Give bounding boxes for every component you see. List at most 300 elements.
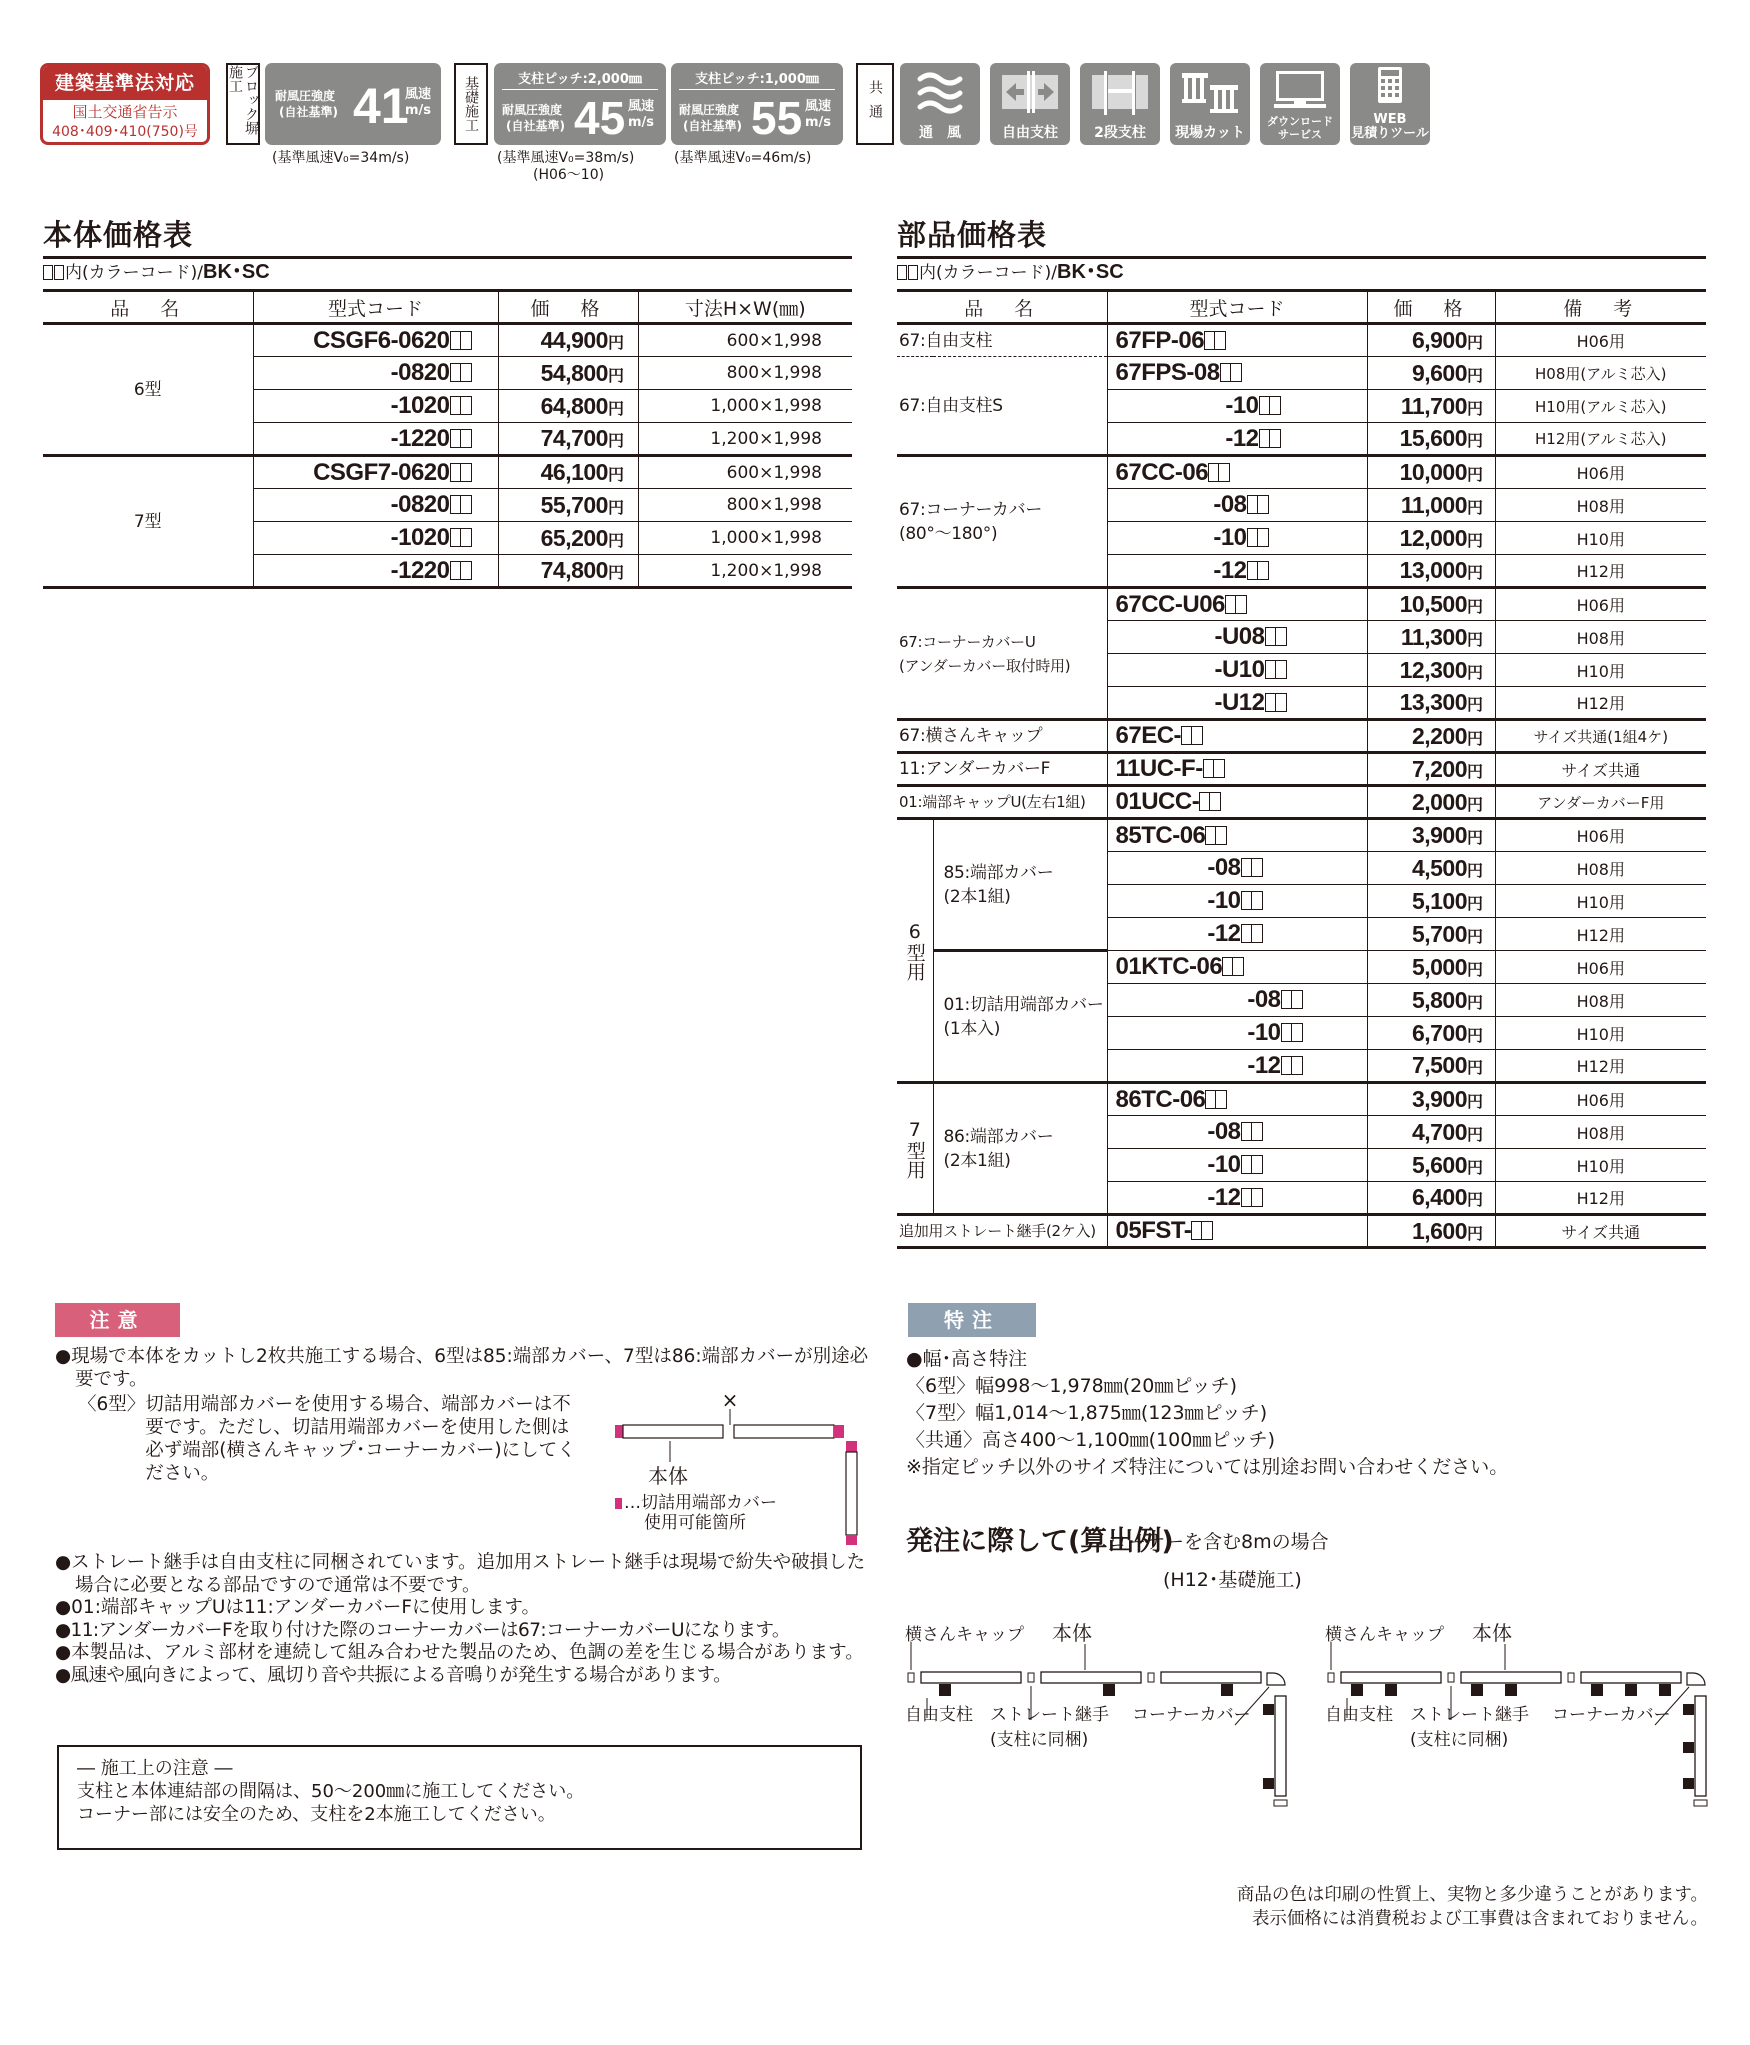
color-code-box	[1241, 1155, 1252, 1174]
part-name: 01:切詰用端部カバー (1本入)	[933, 951, 1107, 1083]
common-label: 共通	[856, 63, 894, 145]
price: 10,500円	[1367, 588, 1495, 621]
corner-cover	[1687, 1673, 1705, 1685]
type6-prefix: 〈6型〉	[78, 1394, 146, 1415]
order-example-condition: (H12･基礎施工)	[1163, 1569, 1302, 1591]
fence-panel	[1161, 1672, 1261, 1683]
caution-item: ● 11:アンダーカバーFを取り付けた際のコーナーカバーは67:コーナーカバーUになります。	[55, 1620, 870, 1643]
straight-joint-label: ストレート継手	[990, 1705, 1109, 1725]
color-code-box	[1281, 1023, 1292, 1042]
free-post	[1221, 1684, 1233, 1696]
divider	[43, 256, 852, 259]
color-code-box	[1292, 1056, 1303, 1075]
color-code-box	[1222, 957, 1233, 976]
wind-unit: 風速 m/s	[805, 99, 832, 130]
wind-caption-height: (H06～10)	[533, 167, 605, 183]
remarks: H06用	[1495, 324, 1706, 357]
table-row	[43, 324, 852, 357]
caution-item: ● 01:端部キャップUは11:アンダーカバーFに使用します。	[55, 1597, 870, 1620]
color-code-box	[461, 429, 472, 448]
price: 65,200円	[498, 522, 638, 555]
table-row	[897, 720, 1706, 753]
monitor-icon	[1270, 69, 1330, 109]
rail-cap-end	[908, 1673, 914, 1682]
model-code: -1020	[253, 390, 498, 423]
color-code-box	[1252, 1122, 1263, 1141]
color-code-box	[1292, 990, 1303, 1009]
color-code-box	[1210, 792, 1221, 811]
remarks: H12用	[1495, 555, 1706, 588]
model-code: 85TC-06	[1107, 819, 1367, 852]
header-dimensions: 寸法H×W(㎜)	[638, 291, 852, 324]
free-post	[1505, 1684, 1517, 1696]
price: 3,900円	[1367, 1083, 1495, 1116]
special-order-line: 〈6型〉幅998～1,978㎜(20㎜ピッチ)	[906, 1375, 1237, 1397]
remarks: H06用	[1495, 456, 1706, 489]
model-code: -1020	[253, 522, 498, 555]
table-row	[897, 1083, 1706, 1116]
order-example-diagram-left	[905, 1640, 1305, 1810]
color-code-box	[1270, 429, 1281, 448]
color-code-box	[1214, 759, 1225, 778]
remarks: H08用	[1495, 852, 1706, 885]
straight-joint	[1568, 1673, 1574, 1682]
price: 5,600円	[1367, 1149, 1495, 1182]
feature-label: 通 風	[919, 125, 961, 141]
fence-panel	[1041, 1672, 1141, 1683]
dimensions: 800×1,998	[638, 357, 852, 390]
block-wall-label: ブロック塀施工	[226, 63, 260, 145]
price: 4,700円	[1367, 1116, 1495, 1149]
type7-parts-label: 7型用	[897, 1083, 933, 1215]
fence-panel-corner	[1695, 1696, 1706, 1796]
wind-strength-label: 耐風圧強度	[275, 89, 336, 103]
footer-line: 商品の色は印刷の性質上、実物と多少違うことがあります。	[1236, 1885, 1708, 1905]
price: 11,000円	[1367, 489, 1495, 522]
price: 74,700円	[498, 423, 638, 456]
color-code-box	[450, 463, 461, 482]
wind-unit: 風速 m/s	[405, 87, 432, 118]
remarks: H12用	[1495, 918, 1706, 951]
remarks: サイズ共通	[1495, 1215, 1706, 1248]
remarks: H08用	[1495, 621, 1706, 654]
part-name: 85:端部カバー (2本1組)	[933, 819, 1107, 951]
gap-x-mark: ×	[721, 1388, 739, 1412]
header-remarks: 備 考	[1495, 291, 1706, 324]
model-code: -U12	[1107, 687, 1367, 720]
table-row	[897, 786, 1706, 819]
color-code-box	[1225, 595, 1236, 614]
corner-cover	[1267, 1673, 1285, 1685]
color-code-box	[1252, 1155, 1263, 1174]
footer-line: 表示価格には消費税および工事費は含まれておりません。	[1251, 1909, 1708, 1929]
wind-speed-value: 41	[353, 78, 409, 134]
model-code: -12	[1107, 555, 1367, 588]
straight-joint	[1028, 1673, 1034, 1682]
color-code-box	[1216, 826, 1227, 845]
part-name: 67:コーナーカバーU (アンダーカバー取付時用)	[897, 588, 1107, 720]
wind-badge-block	[265, 63, 441, 145]
rail-cap-end	[1328, 1673, 1334, 1682]
model-code: -10	[1107, 1149, 1367, 1182]
remarks: サイズ共通(1組4ケ)	[1495, 720, 1706, 753]
feature-label: 現場カット	[1175, 125, 1245, 141]
remarks: H12用(アルミ芯入)	[1495, 423, 1706, 456]
price: 5,700円	[1367, 918, 1495, 951]
color-code-box	[1241, 891, 1252, 910]
parts-price-table-title: 部品価格表	[897, 218, 1048, 252]
remarks: H06用	[1495, 819, 1706, 852]
color-code-box	[1204, 331, 1215, 350]
model-code: -12	[1107, 423, 1367, 456]
fence-panel	[1341, 1672, 1441, 1683]
color-code-box	[1281, 1056, 1292, 1075]
color-code-box	[1236, 595, 1247, 614]
price: 6,700円	[1367, 1017, 1495, 1050]
body-label: 本体	[1052, 1621, 1092, 1645]
color-code-box	[450, 331, 461, 350]
header-product-name: 品 名	[897, 291, 1107, 324]
building-code-notice: 国土交通省告示	[72, 103, 178, 121]
color-code-box	[1241, 924, 1252, 943]
feature-site-cut	[1170, 63, 1250, 145]
legend-text-2: 使用可能箇所	[644, 1513, 746, 1533]
model-code: -10	[1107, 390, 1367, 423]
color-code-box	[461, 495, 472, 514]
part-name: 67:コーナーカバー (80°～180°)	[897, 456, 1107, 588]
color-code-box	[1191, 1221, 1202, 1240]
color-code-box	[1219, 463, 1230, 482]
color-code-box	[461, 561, 472, 580]
fence-panel	[734, 1425, 834, 1438]
color-code-box	[450, 561, 461, 580]
corner-cover-label: コーナーカバー	[1552, 1705, 1671, 1725]
wind-speed-value: 55	[751, 92, 803, 144]
color-code-box	[1241, 1188, 1252, 1207]
remarks: H08用(アルミ芯入)	[1495, 357, 1706, 390]
model-code: -1220	[253, 423, 498, 456]
corner-cover-label: コーナーカバー	[1132, 1705, 1251, 1725]
remarks: H06用	[1495, 951, 1706, 984]
caution-item: ● 本製品は、アルミ部材を連続して組み合わせた製品のため、色調の差を生じる場合があります。	[55, 1642, 870, 1665]
header-model-code: 型式コード	[253, 291, 498, 324]
color-code-box	[1259, 429, 1270, 448]
wind-strength-label: 耐風圧強度	[502, 103, 563, 117]
wind-speed-value: 45	[574, 92, 626, 144]
color-code-box	[1265, 693, 1276, 712]
part-name: 67:横さんキャップ	[897, 720, 1107, 753]
header-price: 価 格	[1367, 291, 1495, 324]
color-code-box	[1231, 363, 1242, 382]
model-code: -08	[1107, 489, 1367, 522]
building-code-number: 408･409･410(750)号	[52, 124, 198, 140]
model-code: 67FPS-08	[1107, 357, 1367, 390]
model-code: -0820	[253, 357, 498, 390]
straight-joint	[1448, 1673, 1454, 1682]
fence-panel-corner	[1275, 1696, 1286, 1796]
header-model-code: 型式コード	[1107, 291, 1367, 324]
parts-price-table	[897, 289, 1706, 1249]
color-code-box	[1258, 528, 1269, 547]
color-code-box	[461, 396, 472, 415]
free-post	[1385, 1684, 1397, 1696]
joint-note-label: (支柱に同梱)	[990, 1730, 1089, 1750]
wind-badge-pitch-1000	[671, 63, 843, 145]
free-post	[1625, 1684, 1637, 1696]
special-order-line: 〈7型〉幅1,014～1,875㎜(123㎜ピッチ)	[906, 1402, 1268, 1424]
wind-standard-label: (自社基準)	[506, 119, 565, 133]
price: 2,200円	[1367, 720, 1495, 753]
straight-joint	[1148, 1673, 1154, 1682]
feature-web-estimate	[1350, 63, 1430, 145]
remarks: H10用	[1495, 1017, 1706, 1050]
price: 11,300円	[1367, 621, 1495, 654]
model-code: -12	[1107, 918, 1367, 951]
dimensions: 800×1,998	[638, 489, 852, 522]
table-row	[897, 1215, 1706, 1248]
color-code-note: 内(カラーコード)/BK･SC	[43, 261, 270, 284]
construction-note: 支柱と本体連結部の間隔は、50～200㎜に施工してください。	[77, 1781, 585, 1802]
remarks: H10用	[1495, 885, 1706, 918]
caution-tag: 注意	[55, 1303, 180, 1337]
joint-note-label: (支柱に同梱)	[1410, 1730, 1509, 1750]
model-code: 01UCC-	[1107, 786, 1367, 819]
remarks: H12用	[1495, 1050, 1706, 1083]
price: 3,900円	[1367, 819, 1495, 852]
price: 5,800円	[1367, 984, 1495, 1017]
model-code: -1220	[253, 555, 498, 588]
color-code-box	[1215, 331, 1226, 350]
dimensions: 1,200×1,998	[638, 423, 852, 456]
free-post	[1263, 1778, 1274, 1789]
building-code-badge	[40, 63, 210, 145]
caution-item: ● ストレート継手は自由支柱に同梱されています。追加用ストレート継手は現場で紛失や破損した場合に必要となる部品ですので通常は不要です。	[55, 1552, 870, 1597]
color-code-box	[1247, 495, 1258, 514]
color-code-box	[450, 495, 461, 514]
calculator-icon	[1360, 67, 1420, 105]
table-row	[897, 951, 1706, 984]
color-code-box	[450, 429, 461, 448]
model-code: 67EC-	[1107, 720, 1367, 753]
dimensions: 600×1,998	[638, 456, 852, 489]
product-group-name: 7型	[43, 456, 253, 588]
special-order-list	[906, 1346, 1746, 1481]
free-post	[1103, 1684, 1115, 1696]
model-code: 05FST-	[1107, 1215, 1367, 1248]
color-code-box	[1247, 528, 1258, 547]
table-row	[897, 588, 1706, 621]
order-example-diagram-right	[1325, 1640, 1725, 1810]
color-code-box	[1205, 826, 1216, 845]
feature-ventilation	[900, 63, 980, 145]
free-post	[1471, 1684, 1483, 1696]
free-post	[1683, 1778, 1694, 1789]
fence-panel	[1461, 1672, 1561, 1683]
table-row	[897, 324, 1706, 357]
color-code-box	[450, 528, 461, 547]
building-code-title: 建築基準法対応	[43, 66, 207, 100]
free-post	[1683, 1704, 1694, 1715]
fence-panel	[921, 1672, 1021, 1683]
color-code-box	[1247, 561, 1258, 580]
post-pitch-label: 支柱ピッチ:1,000㎜	[679, 68, 835, 90]
feature-label: ダウンロード サービス	[1267, 115, 1333, 141]
price: 13,000円	[1367, 555, 1495, 588]
cut-end-marker	[846, 1441, 857, 1452]
color-code-box	[1216, 1090, 1227, 1109]
fence-panel	[846, 1452, 857, 1535]
free-post	[1591, 1684, 1603, 1696]
price: 12,300円	[1367, 654, 1495, 687]
price: 6,400円	[1367, 1182, 1495, 1215]
model-code: 86TC-06	[1107, 1083, 1367, 1116]
model-code: -12	[1107, 1182, 1367, 1215]
price: 5,000円	[1367, 951, 1495, 984]
color-code-box	[461, 363, 472, 382]
caution-item: ● 風速や風向きによって、風切り音や共振による音鳴りが発生する場合があります。	[55, 1665, 870, 1688]
color-code-box	[1270, 396, 1281, 415]
remarks: H08用	[1495, 489, 1706, 522]
feature-download	[1260, 63, 1340, 145]
cut-end-marker	[846, 1535, 857, 1545]
wind-standard-label: (自社基準)	[279, 105, 338, 119]
remarks: H08用	[1495, 984, 1706, 1017]
wind-icon	[910, 69, 970, 115]
rail-cap-end	[1694, 1800, 1707, 1806]
color-code-box	[1208, 463, 1219, 482]
type6-parts-label: 6型用	[897, 819, 933, 1083]
free-post	[1659, 1684, 1671, 1696]
free-post	[1263, 1704, 1274, 1715]
rail-cap-end	[1274, 1800, 1287, 1806]
price: 11,700円	[1367, 390, 1495, 423]
color-code-box	[461, 463, 472, 482]
model-code: CSGF6-0620	[253, 324, 498, 357]
cut-end-marker	[615, 1425, 623, 1438]
remarks: H06用	[1495, 1083, 1706, 1116]
free-post	[1351, 1684, 1363, 1696]
price: 6,900円	[1367, 324, 1495, 357]
color-code-box	[1252, 924, 1263, 943]
price: 7,500円	[1367, 1050, 1495, 1083]
color-code-box	[1265, 660, 1276, 679]
main-price-table	[43, 289, 852, 589]
caution-item: ● 現場で本体をカットし2枚共施工する場合、6型は85:端部カバー、7型は86:端部カバーが別途必要です。	[55, 1346, 870, 1391]
special-order-tag: 特注	[908, 1303, 1036, 1337]
table-header-row	[43, 291, 852, 324]
special-order-line: ※指定ピッチ以外のサイズ特注については別途お問い合わせください。	[906, 1456, 1509, 1478]
body-label: 本体	[648, 1464, 688, 1488]
price: 15,600円	[1367, 423, 1495, 456]
straight-joint-label: ストレート継手	[1410, 1705, 1529, 1725]
price: 10,000円	[1367, 456, 1495, 489]
part-name: 01:端部キャップU(左右1組)	[897, 786, 1107, 819]
price: 44,900円	[498, 324, 638, 357]
wind-standard-label: (自社基準)	[683, 119, 742, 133]
free-post-icon	[1000, 69, 1060, 115]
remarks: H10用	[1495, 522, 1706, 555]
color-code-box	[1252, 891, 1263, 910]
price: 9,600円	[1367, 357, 1495, 390]
model-code: -12	[1107, 1050, 1367, 1083]
rail-cap-label: 横さんキャップ	[905, 1625, 1024, 1645]
dimensions: 1,200×1,998	[638, 555, 852, 588]
legend-text: …切詰用端部カバー	[624, 1493, 777, 1513]
feature-label: WEB 見積りツール	[1351, 112, 1429, 141]
color-code-box	[1202, 1221, 1213, 1240]
footer-disclaimer	[1237, 1883, 1708, 1931]
model-code: 67FP-06	[1107, 324, 1367, 357]
price: 1,600円	[1367, 1215, 1495, 1248]
table-row	[43, 456, 852, 489]
special-order-line: 〈共通〉高さ400～1,100㎜(100㎜ピッチ)	[906, 1429, 1275, 1451]
model-code: 01KTC-06	[1107, 951, 1367, 984]
remarks: H08用	[1495, 1116, 1706, 1149]
color-code-box	[1276, 693, 1287, 712]
color-code-box	[461, 528, 472, 547]
color-code-box	[1265, 627, 1276, 646]
model-code: -08	[1107, 1116, 1367, 1149]
color-code-box	[1181, 726, 1192, 745]
color-code-box	[1199, 792, 1210, 811]
fence-panel	[623, 1425, 723, 1438]
color-code-box	[461, 331, 472, 350]
price: 55,700円	[498, 489, 638, 522]
two-tier-post-icon	[1090, 69, 1150, 115]
color-code-box	[1259, 396, 1270, 415]
dimensions: 1,000×1,998	[638, 522, 852, 555]
type6-text: 切詰用端部カバーを使用する場合、端部カバーは不要です。ただし、切詰用端部カバーを使用した側は必ず端部(横さんキャップ･コーナーカバー)にしてください。	[145, 1394, 576, 1484]
header-price: 価 格	[498, 291, 638, 324]
part-name: 86:端部カバー (2本1組)	[933, 1083, 1107, 1215]
color-code-box	[1281, 990, 1292, 1009]
remarks: H10用(アルミ芯入)	[1495, 390, 1706, 423]
free-post-label: 自由支柱	[905, 1705, 973, 1725]
model-code: -08	[1107, 852, 1367, 885]
legend-marker	[615, 1498, 622, 1509]
remarks: H12用	[1495, 1182, 1706, 1215]
table-row	[897, 456, 1706, 489]
site-cut-icon	[1180, 69, 1240, 115]
color-code-box	[1276, 660, 1287, 679]
free-post	[1683, 1742, 1694, 1753]
main-price-table-title: 本体価格表	[43, 218, 194, 252]
cut-end-cover-diagram	[600, 1385, 880, 1560]
free-post	[939, 1684, 951, 1696]
model-code: -10	[1107, 1017, 1367, 1050]
special-order-line: ●幅･高さ特注	[906, 1348, 1028, 1370]
wind-strength-label: 耐風圧強度	[679, 103, 740, 117]
model-code: 67CC-06	[1107, 456, 1367, 489]
model-code: -10	[1107, 522, 1367, 555]
part-name: 追加用ストレート継手(2ケ入)	[897, 1215, 1107, 1248]
price: 2,000円	[1367, 786, 1495, 819]
remarks: アンダーカバーF用	[1495, 786, 1706, 819]
fence-panel	[1581, 1672, 1681, 1683]
construction-note: コーナー部には安全のため、支柱を2本施工してください。	[77, 1804, 556, 1825]
part-name: 67:自由支柱S	[897, 357, 1107, 456]
model-code: 11UC-F-	[1107, 753, 1367, 786]
dimensions: 1,000×1,998	[638, 390, 852, 423]
table-row	[897, 753, 1706, 786]
wind-caption-2000: (基準風速V₀=38m/s)	[497, 150, 635, 166]
color-code-box	[1258, 561, 1269, 580]
model-code: CSGF7-0620	[253, 456, 498, 489]
part-name: 67:自由支柱	[897, 324, 1107, 357]
product-group-name: 6型	[43, 324, 253, 456]
price: 12,000円	[1367, 522, 1495, 555]
color-code-note: 内(カラーコード)/BK･SC	[897, 261, 1124, 284]
